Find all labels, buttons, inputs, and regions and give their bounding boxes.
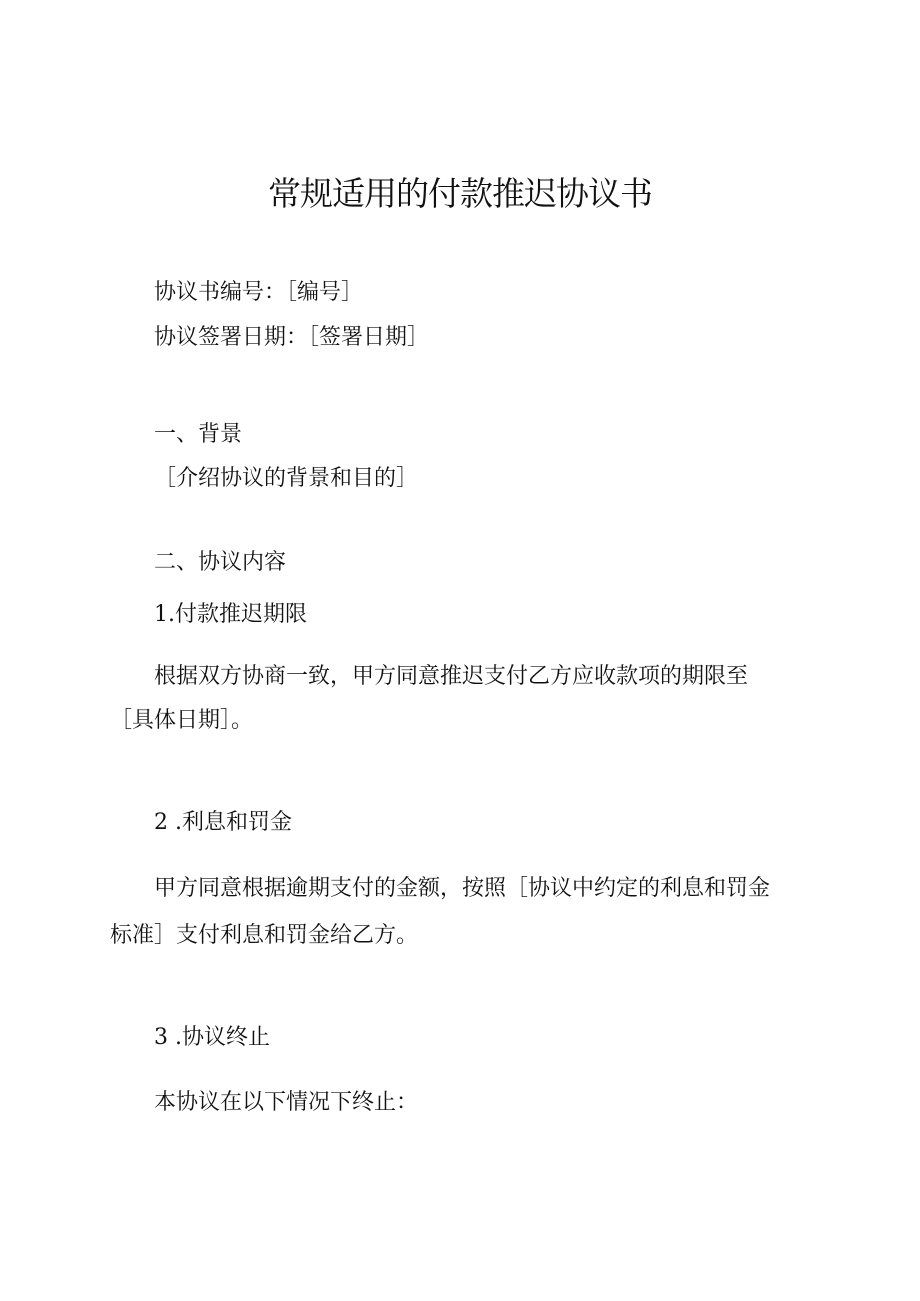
item-payment-deferral-text-line1: 根据双方协商一致，甲方同意推迟支付乙方应收款项的期限至 (154, 664, 749, 689)
document-title: 常规适用的付款推迟协议书 (268, 174, 652, 213)
item-interest-penalty-heading: 2 .利息和罚金 (154, 810, 292, 835)
item-termination-heading: 3 .协议终止 (154, 1025, 270, 1050)
section-background-heading: 一、背景 (154, 422, 243, 447)
agreement-number: 协议书编号：［编号］ (154, 280, 364, 305)
item-interest-penalty-text-line2: 标准］支付利息和罚金给乙方。 (110, 923, 419, 948)
item-interest-penalty-text-line1: 甲方同意根据逾期支付的金额，按照［协议中约定的利息和罚金 (154, 876, 771, 901)
item-payment-deferral-text-line2: ［具体日期］。 (110, 708, 254, 733)
item-payment-deferral-heading: 1.付款推迟期限 (154, 602, 307, 627)
background-placeholder-text: ［介绍协议的背景和目的］ (154, 466, 419, 491)
section-content-heading: 二、协议内容 (154, 550, 287, 575)
item-termination-text-line1: 本协议在以下情况下终止： (154, 1090, 419, 1115)
agreement-date: 协议签署日期：［签署日期］ (154, 325, 430, 350)
